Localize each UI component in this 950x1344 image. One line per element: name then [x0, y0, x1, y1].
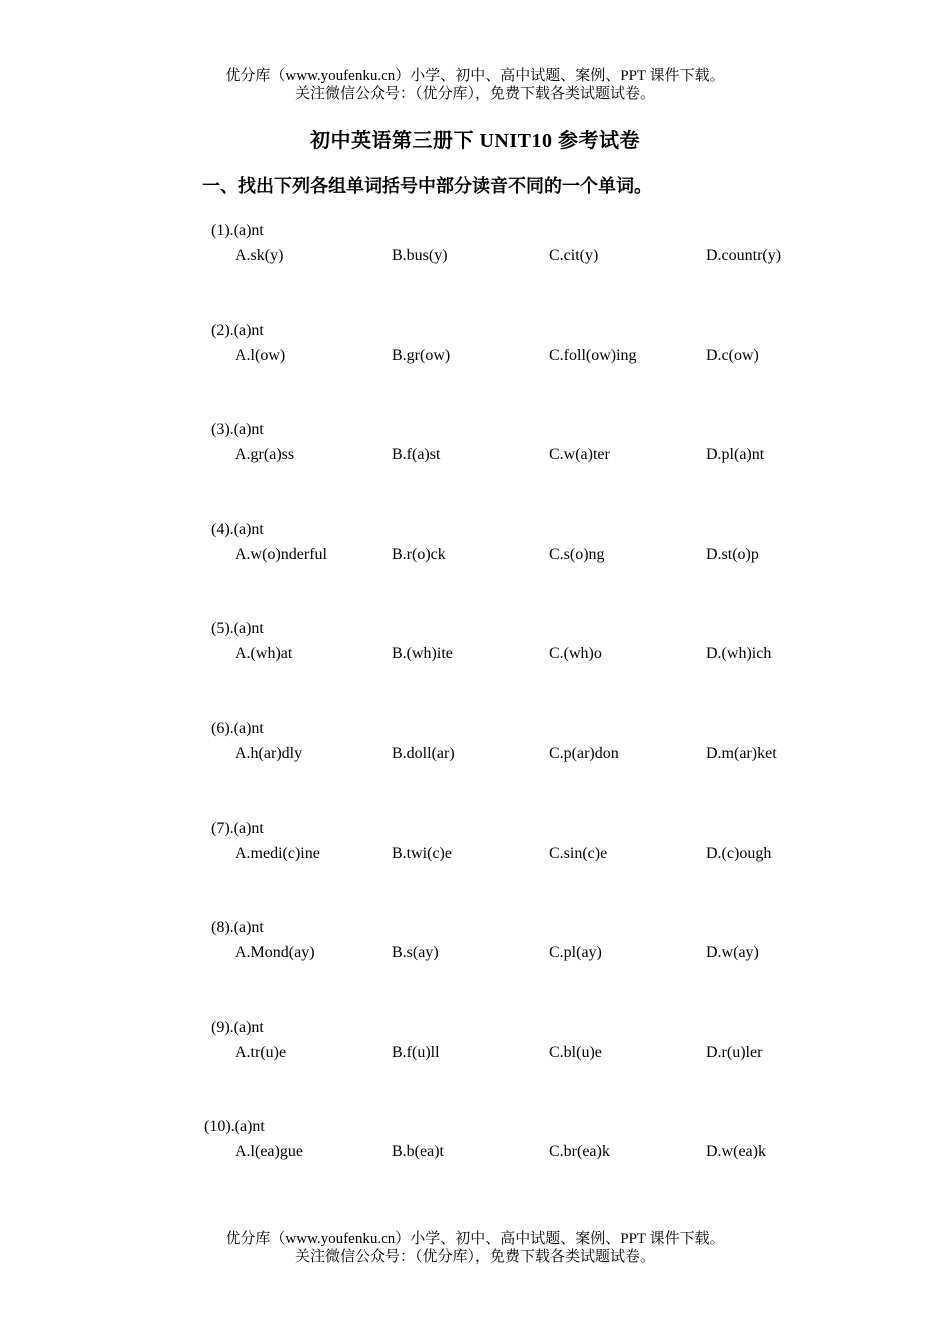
option-c: C.p(ar)don — [549, 745, 619, 762]
question-label: (10).(a)nt — [204, 1118, 265, 1135]
footer-line-2: 关注微信公众号：（优分库），免费下载各类试题试卷。 — [294, 1249, 655, 1265]
option-d: D.pl(a)nt — [706, 446, 765, 463]
option-b: B.gr(ow) — [392, 347, 451, 364]
option-a: A.Mond(ay) — [235, 944, 315, 961]
option-b: B.doll(ar) — [392, 745, 455, 762]
option-c: C.sin(c)e — [549, 845, 608, 862]
option-a: A.h(ar)dly — [235, 745, 303, 762]
option-a: A.medi(c)ine — [235, 845, 320, 862]
option-a: A.sk(y) — [235, 247, 284, 264]
question-item — [0, 719, 950, 779]
option-c: C.bl(u)e — [549, 1044, 602, 1061]
question-item — [0, 321, 950, 381]
page-footer — [0, 1230, 950, 1266]
option-d: D.r(u)ler — [706, 1044, 763, 1061]
page-header — [0, 67, 950, 103]
option-b: B.f(a)st — [392, 446, 441, 463]
option-a: A.tr(u)e — [235, 1044, 287, 1061]
option-d: D.(c)ough — [706, 845, 772, 862]
option-d: D.c(ow) — [706, 347, 759, 364]
option-b: B.f(u)ll — [392, 1044, 440, 1061]
option-b: B.(wh)ite — [392, 645, 453, 662]
option-b: B.r(o)ck — [392, 546, 446, 563]
question-label: (9).(a)nt — [211, 1019, 264, 1036]
header-line-2: 关注微信公众号：（优分库），免费下载各类试题试卷。 — [294, 86, 655, 102]
option-a: A.(wh)at — [235, 645, 293, 662]
option-c: C.foll(ow)ing — [549, 347, 637, 364]
question-item — [0, 1117, 950, 1177]
section-heading: 一、找出下列各组单词括号中部分读音不同的一个单词。 — [202, 176, 652, 196]
question-item — [0, 221, 950, 281]
option-b: B.s(ay) — [392, 944, 439, 961]
option-c: C.cit(y) — [549, 247, 599, 264]
option-d: D.w(ay) — [706, 944, 759, 961]
option-a: A.l(ea)gue — [235, 1143, 303, 1160]
option-c: C.(wh)o — [549, 645, 602, 662]
footer-line-1: 优分库（www.youfenku.cn）小学、初中、高中试题、案例、PPT 课件下载。 — [225, 1231, 725, 1247]
question-label: (1).(a)nt — [211, 222, 264, 239]
question-label: (7).(a)nt — [211, 820, 264, 837]
question-item — [0, 918, 950, 978]
question-label: (6).(a)nt — [211, 720, 264, 737]
question-item — [0, 420, 950, 480]
option-d: D.st(o)p — [706, 546, 759, 563]
option-b: B.twi(c)e — [392, 845, 452, 862]
question-label: (2).(a)nt — [211, 322, 264, 339]
option-c: C.pl(ay) — [549, 944, 602, 961]
option-d: D.m(ar)ket — [706, 745, 777, 762]
option-c: C.w(a)ter — [549, 446, 610, 463]
question-item — [0, 520, 950, 580]
question-label: (5).(a)nt — [211, 620, 264, 637]
option-c: C.s(o)ng — [549, 546, 605, 563]
option-d: D.(wh)ich — [706, 645, 772, 662]
option-b: B.b(ea)t — [392, 1143, 444, 1160]
option-a: A.gr(a)ss — [235, 446, 295, 463]
page-title: 初中英语第三册下 UNIT10 参考试卷 — [309, 130, 640, 152]
option-d: D.countr(y) — [706, 247, 782, 264]
question-item — [0, 819, 950, 879]
question-item — [0, 1018, 950, 1078]
header-line-1: 优分库（www.youfenku.cn）小学、初中、高中试题、案例、PPT 课件下载。 — [225, 68, 725, 84]
option-c: C.br(ea)k — [549, 1143, 610, 1160]
option-d: D.w(ea)k — [706, 1143, 766, 1160]
question-label: (4).(a)nt — [211, 521, 264, 538]
option-b: B.bus(y) — [392, 247, 448, 264]
question-label: (3).(a)nt — [211, 421, 264, 438]
question-label: (8).(a)nt — [211, 919, 264, 936]
option-a: A.l(ow) — [235, 347, 286, 364]
question-item — [0, 619, 950, 679]
option-a: A.w(o)nderful — [235, 546, 327, 563]
